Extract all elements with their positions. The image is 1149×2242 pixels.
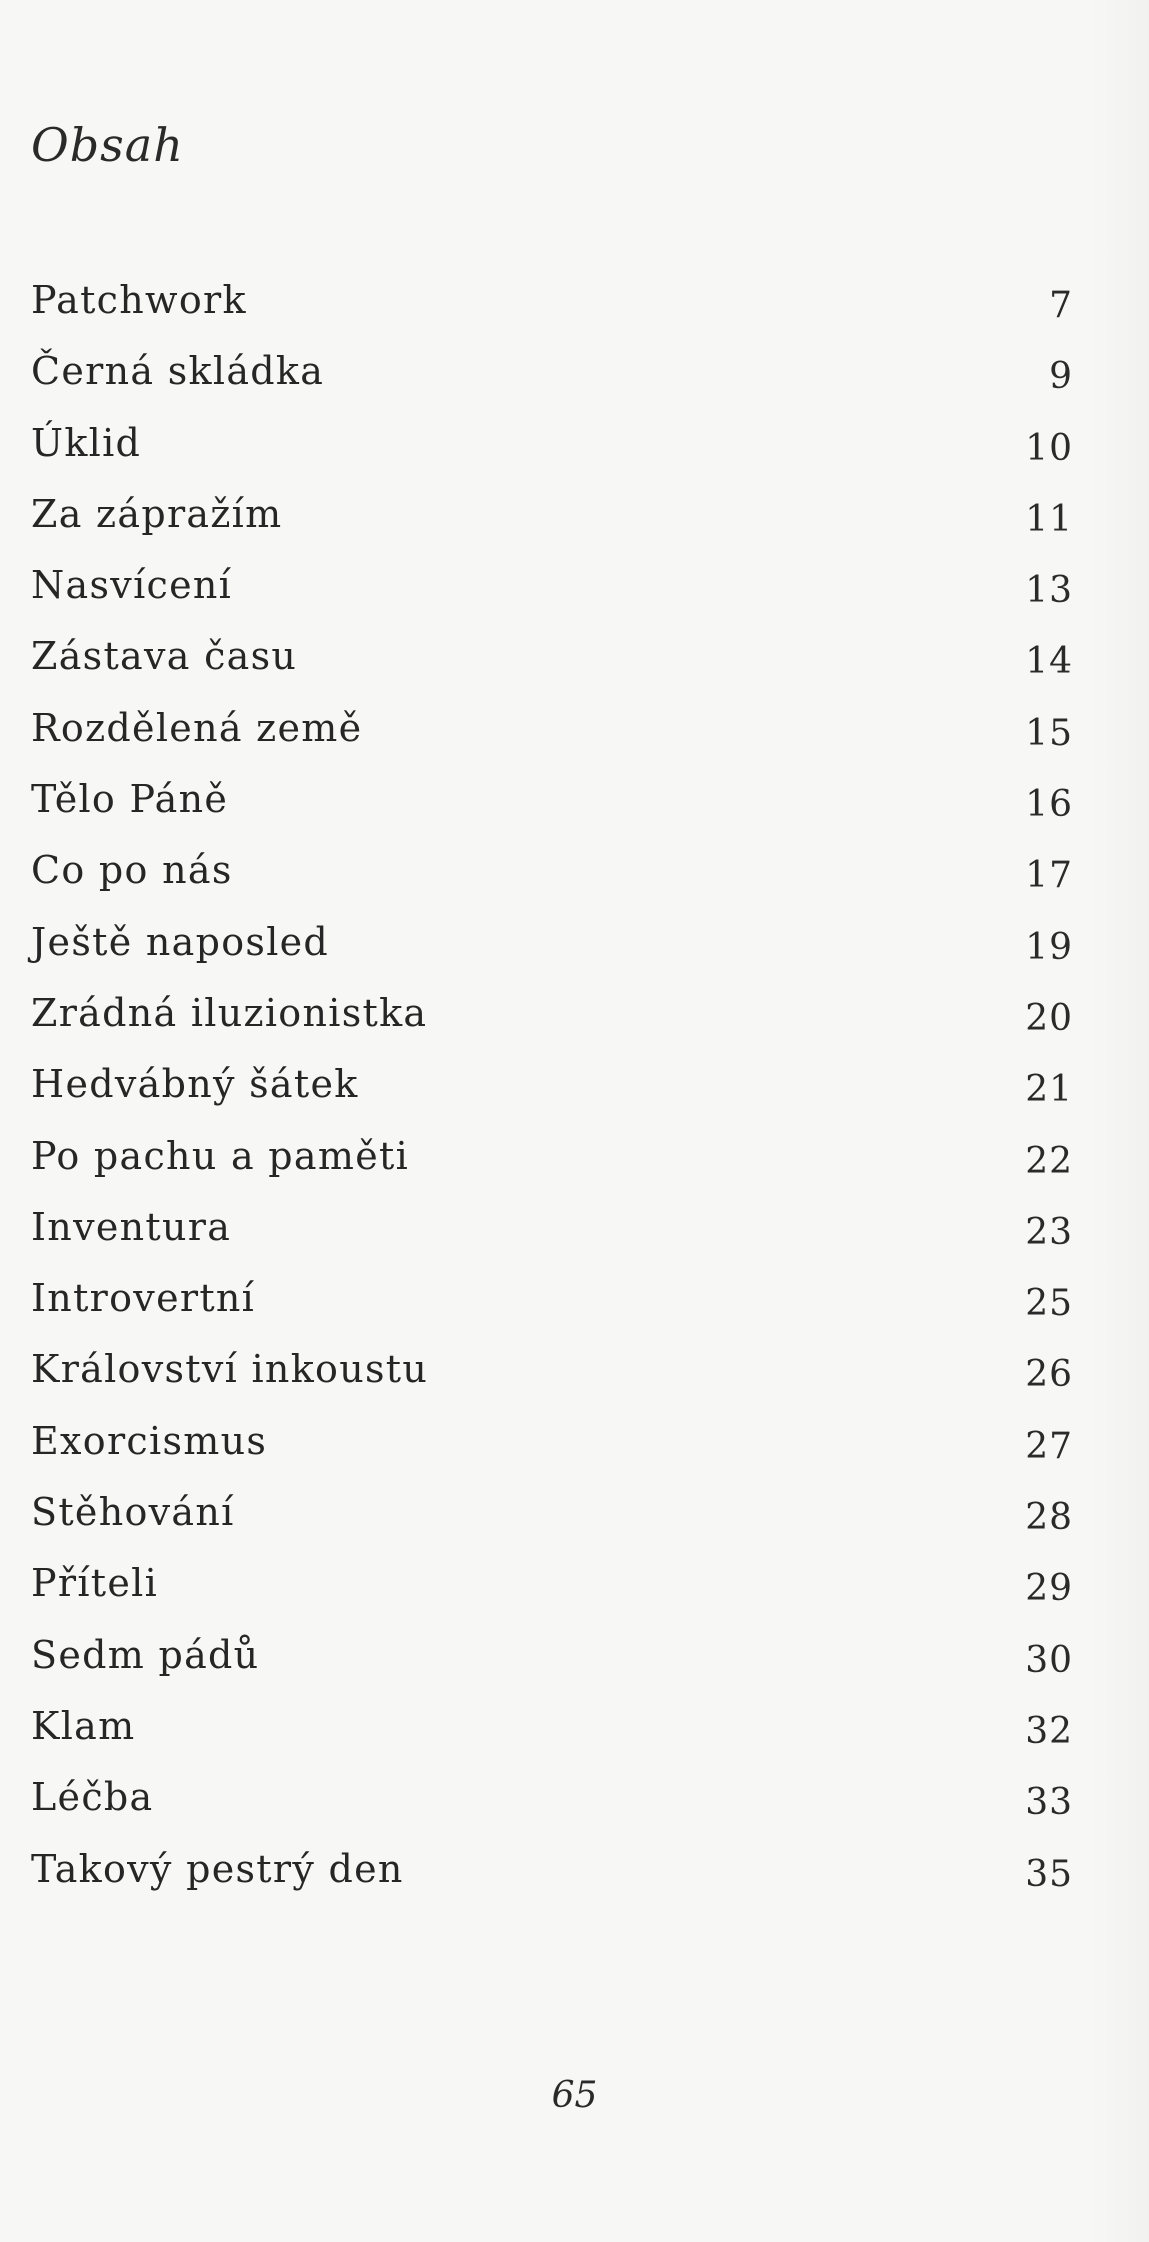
page-title: Obsah — [31, 118, 184, 172]
toc-entry-page: 20 — [1025, 997, 1073, 1039]
toc-entry — [31, 1054, 1073, 1125]
toc-entry-title: Království inkoustu — [31, 1347, 429, 1392]
toc-entry-page: 19 — [1025, 926, 1073, 968]
toc-entry — [31, 1197, 1073, 1268]
toc-entry — [31, 1126, 1073, 1197]
toc-entry-page: 22 — [1025, 1140, 1073, 1182]
toc-entry — [31, 555, 1073, 626]
toc-entry — [31, 698, 1073, 769]
toc-entry-page: 28 — [1025, 1497, 1073, 1539]
toc-entry-title: Zástava času — [31, 634, 298, 679]
toc-entry-page: 21 — [1025, 1069, 1073, 1111]
toc-entry-title: Zrádná iluzionistka — [31, 990, 428, 1035]
toc-entry-page: 33 — [1025, 1782, 1073, 1824]
toc-entry — [31, 341, 1073, 412]
toc-entry — [31, 270, 1073, 341]
toc-entry-title: Stěhování — [31, 1490, 235, 1535]
toc-entry — [31, 413, 1073, 484]
toc-entry-title: Za zápražím — [31, 491, 283, 536]
toc-entry-title: Klam — [31, 1703, 136, 1748]
toc-entry-page: 16 — [1025, 784, 1073, 826]
toc-entry — [31, 1839, 1073, 1910]
toc-entry-title: Co po nás — [31, 848, 233, 893]
toc-entry-title: Introvertní — [31, 1276, 256, 1321]
toc-entry-page: 13 — [1025, 570, 1073, 612]
toc-entry — [31, 626, 1073, 697]
toc-entry-page: 32 — [1025, 1710, 1073, 1752]
toc-entry-title: Ještě naposled — [31, 919, 330, 964]
toc-entry — [31, 1553, 1073, 1624]
toc-entry — [31, 983, 1073, 1054]
toc-entry-title: Léčba — [31, 1775, 154, 1820]
toc-entry-title: Rozdělená země — [31, 705, 363, 750]
toc-entry-page: 7 — [1049, 285, 1073, 326]
toc-entry — [31, 484, 1073, 555]
table-of-contents — [31, 270, 1073, 1910]
toc-entry — [31, 912, 1073, 983]
toc-entry-page: 9 — [1049, 356, 1073, 398]
toc-entry-title: Inventura — [31, 1204, 232, 1249]
toc-entry-page: 27 — [1025, 1425, 1073, 1467]
toc-entry-title: Patchwork — [31, 278, 247, 322]
toc-entry-title: Nasvícení — [31, 563, 233, 608]
toc-entry-page: 35 — [1025, 1853, 1073, 1895]
toc-entry — [31, 769, 1073, 840]
toc-entry-title: Černá skládka — [31, 349, 325, 394]
toc-entry — [31, 1767, 1073, 1838]
toc-entry-page: 11 — [1025, 498, 1073, 540]
toc-entry-title: Po pachu a paměti — [31, 1133, 410, 1178]
toc-entry-title: Sedm pádů — [31, 1632, 260, 1677]
toc-entry-title: Úklid — [31, 420, 142, 465]
toc-entry — [31, 1411, 1073, 1482]
toc-entry-page: 10 — [1025, 427, 1073, 469]
toc-entry-page: 14 — [1025, 641, 1073, 683]
toc-entry — [31, 1696, 1073, 1767]
toc-entry-title: Tělo Páně — [31, 777, 229, 822]
toc-entry — [31, 840, 1073, 911]
toc-entry-page: 15 — [1025, 712, 1073, 754]
toc-entry-page: 30 — [1025, 1639, 1073, 1681]
toc-entry-title: Takový pestrý den — [31, 1846, 404, 1891]
toc-entry — [31, 1339, 1073, 1410]
toc-entry — [31, 1625, 1073, 1696]
page-edge-shadow — [1089, 0, 1149, 2242]
toc-entry-page: 29 — [1025, 1568, 1073, 1610]
toc-entry-page: 23 — [1025, 1211, 1073, 1253]
toc-entry-page: 26 — [1025, 1354, 1073, 1396]
toc-entry-title: Exorcismus — [31, 1418, 268, 1463]
toc-entry-title: Hedvábný šátek — [31, 1062, 359, 1107]
toc-entry-page: 25 — [1025, 1283, 1073, 1325]
toc-entry — [31, 1268, 1073, 1339]
toc-entry-title: Příteli — [31, 1561, 159, 1606]
toc-entry-page: 17 — [1025, 855, 1073, 897]
toc-entry — [31, 1482, 1073, 1553]
page-number: 65 — [551, 2075, 598, 2116]
